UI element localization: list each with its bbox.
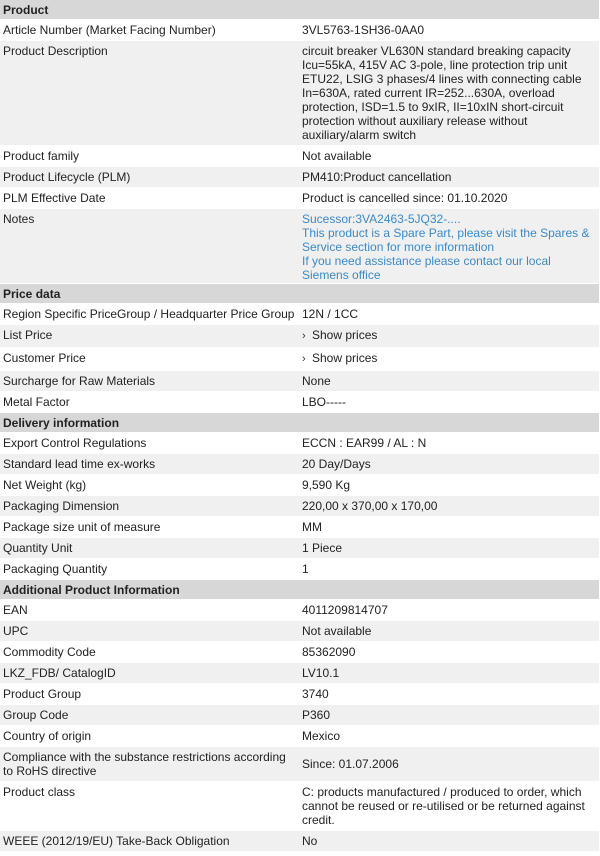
value: 4011209814707 xyxy=(302,603,388,617)
section-header-additional: Additional Product Information xyxy=(0,580,599,600)
value: Mexico xyxy=(302,729,341,743)
section-header-price: Price data xyxy=(0,284,599,304)
chevron-right-icon: › xyxy=(302,353,306,365)
value: LV10.1 xyxy=(302,666,340,680)
label: Product Description xyxy=(3,44,108,58)
label: Surcharge for Raw Materials xyxy=(3,374,156,388)
row-product-class xyxy=(0,782,599,831)
row-product-description xyxy=(0,41,599,146)
value: C: products manufactured / produced to order, which cannot be reused or re-utilised or be returned against credit. xyxy=(302,785,585,827)
label: Product Lifecycle (PLM) xyxy=(3,170,131,184)
label: Package size unit of measure xyxy=(3,520,161,534)
value: Product is cancelled since: 01.10.2020 xyxy=(302,191,508,205)
value: 20 Day/Days xyxy=(302,457,371,471)
row-package-unit xyxy=(0,517,599,538)
section-header-delivery: Delivery information xyxy=(0,413,599,433)
label: Article Number (Market Facing Number) xyxy=(3,23,216,37)
chevron-right-icon: › xyxy=(302,330,306,342)
successor-link[interactable]: Sucessor:3VA2463-5JQ32-.... xyxy=(302,212,461,226)
value: MM xyxy=(302,520,322,534)
spare-part-link[interactable]: This product is a Spare Part, please visit the Spares & Service section for more information xyxy=(302,226,590,254)
value: 12N / 1CC xyxy=(302,307,359,321)
value: 3VL5763-1SH36-0AA0 xyxy=(302,23,425,37)
value: 220,00 x 370,00 x 170,00 xyxy=(302,499,438,513)
section-header-product: Product xyxy=(0,0,599,20)
value: 3740 xyxy=(302,687,329,701)
row-product-group xyxy=(0,684,599,705)
row-commodity-code xyxy=(0,642,599,663)
label: Product Group xyxy=(3,687,82,701)
row-product-lifecycle xyxy=(0,167,599,188)
label: Notes xyxy=(3,212,35,226)
value: Since: 01.07.2006 xyxy=(302,757,399,771)
label: Region Specific PriceGroup / Headquarter Price Group xyxy=(3,307,295,321)
label: Product family xyxy=(3,149,80,163)
row-upc xyxy=(0,621,599,642)
label: EAN xyxy=(3,603,28,617)
row-group-code xyxy=(0,705,599,726)
row-export-control xyxy=(0,433,599,454)
row-net-weight xyxy=(0,475,599,496)
show-list-prices-button[interactable] xyxy=(299,325,599,347)
label: Metal Factor xyxy=(3,395,70,409)
label: Country of origin xyxy=(3,729,92,743)
value: PM410:Product cancellation xyxy=(302,170,452,184)
row-notes xyxy=(0,209,599,284)
label: Net Weight (kg) xyxy=(3,478,87,492)
label: Customer Price xyxy=(3,351,86,365)
value: None xyxy=(302,374,331,388)
row-packaging-dimension xyxy=(0,496,599,517)
label: Export Control Regulations xyxy=(3,436,147,450)
label: UPC xyxy=(3,624,29,638)
row-list-price xyxy=(0,325,599,348)
row-region-price-group xyxy=(0,304,599,325)
label: PLM Effective Date xyxy=(3,191,106,205)
label: Standard lead time ex-works xyxy=(3,457,156,471)
label: Quantity Unit xyxy=(3,541,73,555)
row-customer-price xyxy=(0,348,599,371)
show-prices-label: Show prices xyxy=(312,351,378,365)
value: 1 Piece xyxy=(302,541,343,555)
value: 1 xyxy=(302,562,309,576)
label: LKZ_FDB/ CatalogID xyxy=(3,666,116,680)
label: Packaging Quantity xyxy=(3,562,108,576)
label: Group Code xyxy=(3,708,69,722)
row-article-number xyxy=(0,20,599,41)
row-product-family xyxy=(0,146,599,167)
value: ECCN : EAR99 / AL : N xyxy=(302,436,427,450)
value: Not available xyxy=(302,149,372,163)
label: List Price xyxy=(3,328,53,342)
value: 9,590 Kg xyxy=(302,478,351,492)
row-weee xyxy=(0,831,599,852)
row-surcharge xyxy=(0,371,599,392)
row-plm-date xyxy=(0,188,599,209)
row-country-of-origin xyxy=(0,726,599,747)
label: Commodity Code xyxy=(3,645,96,659)
show-prices-label: Show prices xyxy=(312,328,378,342)
label: Packaging Dimension xyxy=(3,499,120,513)
row-ean xyxy=(0,600,599,621)
value: No xyxy=(302,834,318,848)
row-packaging-quantity xyxy=(0,559,599,580)
row-lead-time xyxy=(0,454,599,475)
value: LBO----- xyxy=(302,395,346,409)
show-customer-prices-button[interactable] xyxy=(299,348,599,370)
label: Product class xyxy=(3,785,76,799)
label: Compliance with the substance restrictions according to RoHS directive xyxy=(3,750,286,778)
row-catalog-id xyxy=(0,663,599,684)
notes-links xyxy=(299,209,599,283)
value: Not available xyxy=(302,624,372,638)
value: 85362090 xyxy=(302,645,356,659)
row-quantity-unit xyxy=(0,538,599,559)
contact-office-link[interactable]: If you need assistance please contact our local Siemens office xyxy=(302,254,551,282)
value: circuit breaker VL630N standard breaking capacity Icu=55kA, 415V AC 3-pole, line protection trip unit ETU22, LSIG 3 phases/4 lines with connecting cable In=630A, rated current IR=252...630A, overload protection, ISD=1.5 to 9xIR, II=10xIN short-circuit protection without auxiliary release without auxiliary/alarm switch xyxy=(302,44,582,142)
label: WEEE (2012/19/EU) Take-Back Obligation xyxy=(3,834,230,848)
row-metal-factor xyxy=(0,392,599,413)
value: P360 xyxy=(302,708,331,722)
row-rohs-compliance xyxy=(0,747,599,782)
